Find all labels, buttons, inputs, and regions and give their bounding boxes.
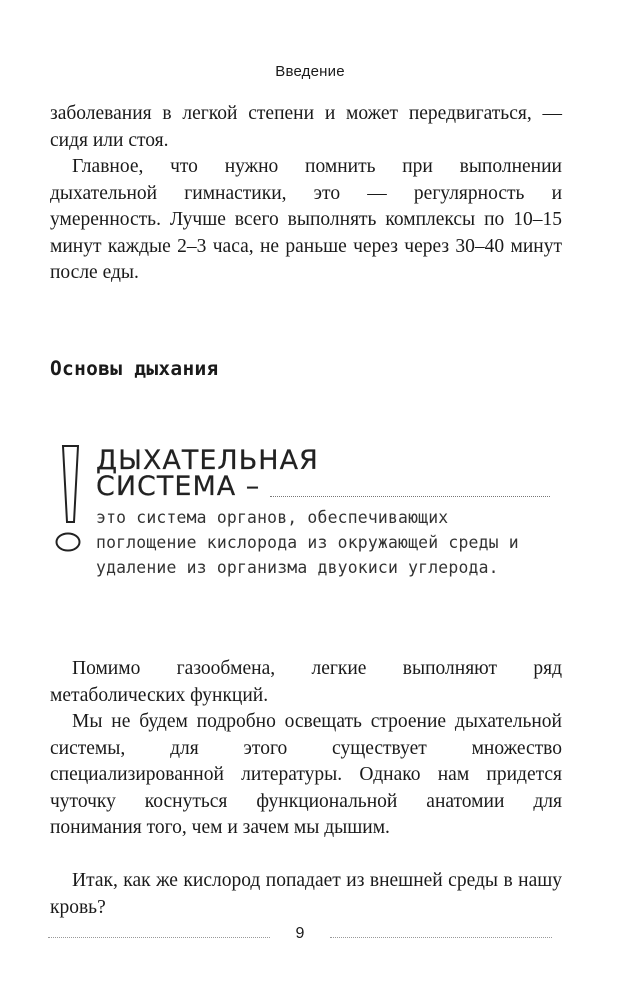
callout-definition: это система органов, обеспечивающих поглощение кислорода из окружающей среды и удаление из организма двуокиси углерода.	[96, 508, 519, 577]
dotted-leader	[270, 496, 550, 497]
callout-term-line2: СИСТЕМА –	[96, 471, 261, 502]
page-number: 9	[295, 925, 305, 942]
section-title: Основы дыхания	[50, 357, 219, 380]
exclamation-mark-icon	[50, 438, 96, 558]
definition-callout	[50, 438, 570, 618]
body-paragraph-continuation: заболевания в легкой степени и может передвигаться, — сидя или стоя.	[50, 103, 562, 151]
callout-term	[96, 445, 319, 502]
footer-dotted-rule-right	[330, 937, 552, 938]
body-paragraph: Помимо газообмена, легкие выполняют ряд метаболических функций.	[50, 658, 562, 706]
footer-dotted-rule-left	[48, 937, 270, 938]
body-paragraph: Итак, как же кислород попадает из внешней среды в нашу кровь?	[50, 870, 562, 918]
body-paragraph: Главное, что нужно помнить при выполнении дыхательной гимнастики, это — регулярность и умеренность. Лучше всего выполнять комплексы по 10–15 минут каждые 2–3 часа, не раньше через через 30–40 минут после еды.	[50, 156, 562, 283]
callout-term-line1: ДЫХАТЕЛЬНАЯ	[96, 445, 319, 476]
running-title: Введение	[275, 63, 345, 80]
body-paragraph: Мы не будем подробно освещать строение дыхательной системы, для этого существует множество специализированной литературы. Однако нам придется чуточку коснуться функциональной анатомии для понимания того, чем и зачем мы дышим.	[50, 711, 562, 838]
